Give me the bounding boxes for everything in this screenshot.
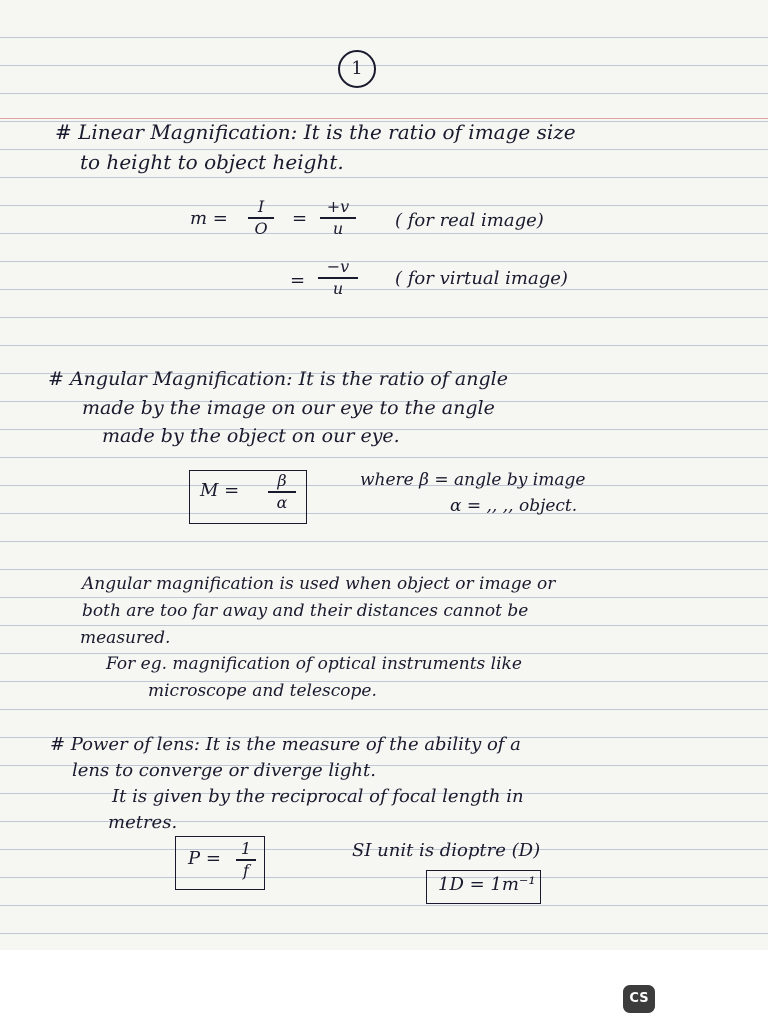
linear-eq-fraction-neg-vu <box>318 258 358 298</box>
fraction-numerator: 1 <box>240 839 252 858</box>
linear-eq-fraction-vu <box>320 198 356 238</box>
power-formula-fraction <box>236 840 256 880</box>
fraction-denominator: f <box>243 860 249 880</box>
linear-eq-fraction-io <box>248 198 274 238</box>
red-margin-line <box>0 118 768 119</box>
linear-note-virtual: ( for virtual image) <box>395 268 568 289</box>
angular-definition-line2: made by the image on our eye to the angle <box>82 397 495 419</box>
linear-definition: to height to object height. <box>80 150 344 174</box>
usage-line5: microscope and telescope. <box>148 681 377 701</box>
angular-heading: # Angular Magnification: It is the ratio of angle <box>48 368 508 390</box>
linear-heading: # Linear Magnification: It is the ratio of image size <box>55 120 576 144</box>
fraction-denominator: O <box>254 218 268 238</box>
power-heading: # Power of lens: It is the measure of the ability of a <box>50 734 521 755</box>
fraction-numerator: β <box>277 471 287 490</box>
fraction-numerator: I <box>257 197 265 216</box>
fraction-numerator: +v <box>326 197 350 216</box>
angular-formula-lhs: M = <box>200 480 240 501</box>
angular-formula-fraction <box>268 472 296 512</box>
power-definition-line2: lens to converge or diverge light. <box>72 760 376 781</box>
power-si-unit: SI unit is dioptre (D) <box>352 840 541 861</box>
power-formula-lhs: P = <box>188 848 221 869</box>
fraction-numerator: −v <box>326 257 350 276</box>
usage-line4: For eg. magnification of optical instruments like <box>106 654 522 674</box>
page-number: 1 <box>338 50 376 88</box>
angular-definition-line3: made by the object on our eye. <box>102 425 400 447</box>
angular-where-alpha: α = ,, ,, object. <box>450 496 578 516</box>
usage-line2: both are too far away and their distances cannot be <box>82 601 529 621</box>
camscanner-logo: CS <box>623 985 655 1013</box>
linear-note-real: ( for real image) <box>395 210 544 231</box>
power-unit-definition: 1D = 1m⁻¹ <box>438 874 536 895</box>
linear-eq2-equals: = <box>290 270 306 291</box>
fraction-denominator: α <box>276 492 288 512</box>
usage-line3: measured. <box>80 628 171 648</box>
linear-eq-lhs: m = <box>190 208 228 229</box>
power-definition-line4: metres. <box>108 812 178 833</box>
linear-eq-equals: = <box>292 208 308 229</box>
angular-where-beta: where β = angle by image <box>360 470 586 490</box>
usage-line1: Angular magnification is used when object or image or <box>82 574 556 594</box>
fraction-denominator: u <box>332 218 344 238</box>
power-definition-line3: It is given by the reciprocal of focal length in <box>112 786 524 807</box>
fraction-denominator: u <box>332 278 344 298</box>
